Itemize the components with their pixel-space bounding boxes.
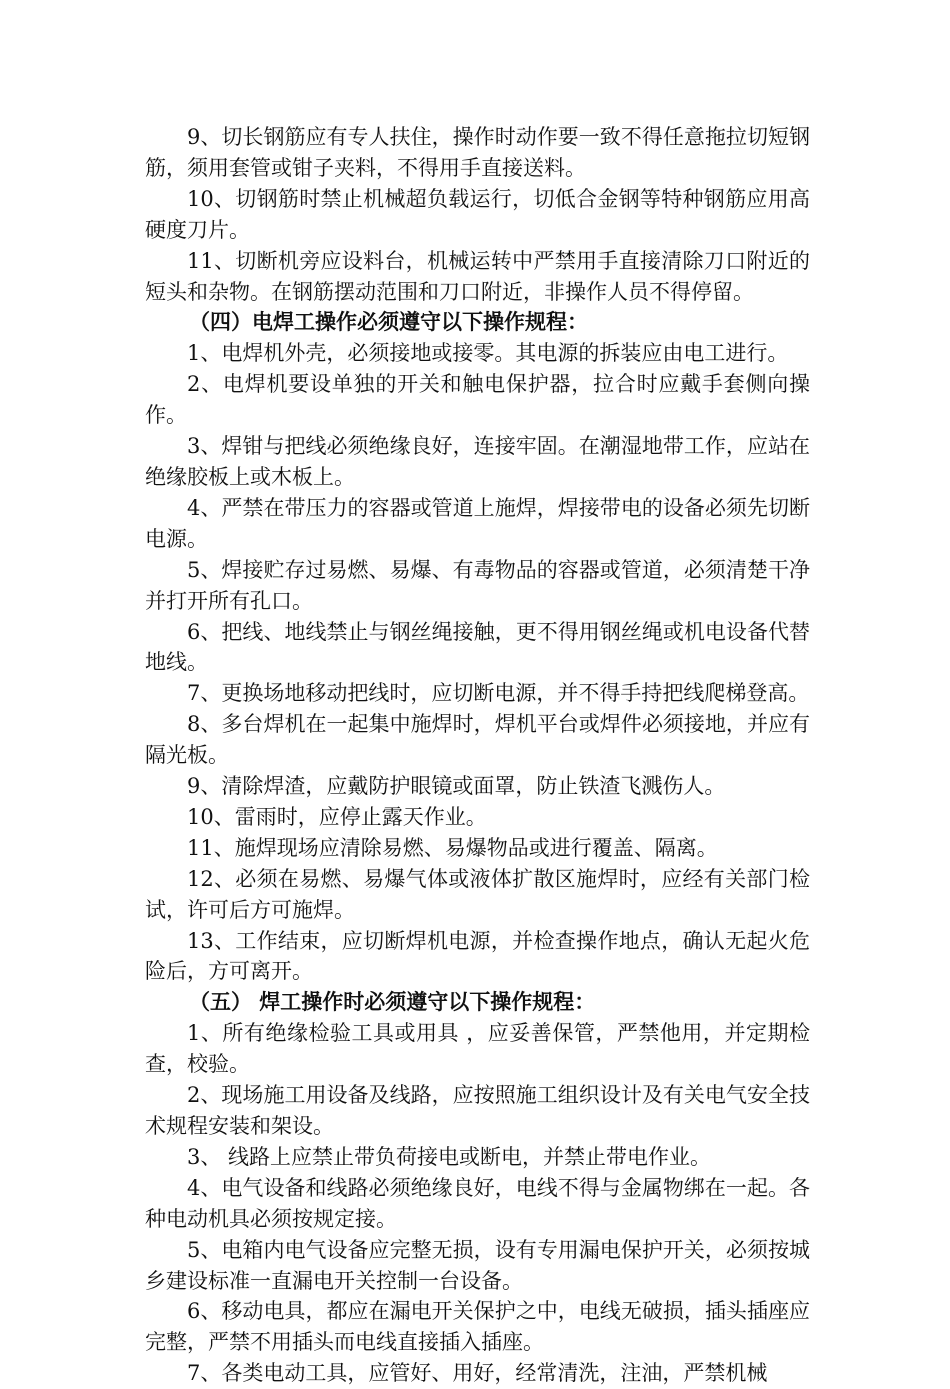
section-five-item-3: 3、 线路上应禁止带负荷接电或断电，并禁止带电作业。 (187, 1144, 712, 1169)
section-four-item-5: 5、焊接贮存过易燃、易爆、有毒物品的容器或管道，必须清楚干净并打开所有孔口。 (145, 557, 810, 613)
section-four-item-13: 13、工作结束，应切断焊机电源，并检查操作地点，确认无起火危险后，方可离开。 (145, 928, 810, 984)
section-five-item-7: 7、各类电动工具，应管好、用好，经常清洗，注油，严禁机械 (187, 1361, 768, 1386)
paragraph-top-10: 10、切钢筋时禁止机械超负载运行，切低合金钢等特种钢筋应用高硬度刀片。 (145, 186, 810, 242)
section-four-item-7: 7、更换场地移动把线时，应切断电源，并不得手持把线爬梯登高。 (187, 681, 810, 706)
section-four-item-2: 2、电焊机要设单独的开关和触电保护器，拉合时应戴手套侧向操作。 (145, 372, 810, 428)
section-five-item-5: 5、电箱内电气设备应完整无损，设有专用漏电保护开关，必须按城乡建设标准一直漏电开关控制一台设备。 (145, 1237, 810, 1293)
section-five-item-6: 6、移动电具，都应在漏电开关保护之中，电线无破损，插头插座应完整，严禁不用插头而电线直接插入插座。 (145, 1299, 810, 1355)
section-four-item-11: 11、施焊现场应清除易燃、易爆物品或进行覆盖、隔离。 (187, 835, 718, 860)
paragraph-top-11: 11、切断机旁应设料台，机械运转中严禁用手直接清除刀口附近的短头和杂物。在钢筋摆动范围和刀口附近，非操作人员不得停留。 (145, 248, 810, 304)
paragraph-top-9: 9、切长钢筋应有专人扶住，操作时动作要一致不得任意拖拉切短钢筋，须用套管或钳子夹料，不得用手直接送料。 (145, 125, 810, 180)
section-four-item-9: 9、清除焊渣，应戴防护眼镜或面罩，防止铁渣飞溅伤人。 (187, 774, 726, 799)
section-four-item-12: 12、必须在易燃、易爆气体或液体扩散区施焊时，应经有关部门检试，许可后方可施焊。 (145, 866, 810, 922)
section-four-item-8: 8、多台焊机在一起集中施焊时，焊机平台或焊件必须接地，并应有隔光板。 (145, 712, 810, 768)
section-four-item-4: 4、严禁在带压力的容器或管道上施焊，焊接带电的设备必须先切断电源。 (145, 495, 810, 551)
section-five-item-2: 2、现场施工用设备及线路，应按照施工组织设计及有关电气安全技术规程安装和架设。 (145, 1083, 810, 1138)
section-four-item-1: 1、电焊机外壳，必须接地或接零。其电源的拆装应由电工进行。 (187, 341, 789, 366)
section-four-item-10: 10、雷雨时，应停止露天作业。 (187, 804, 487, 829)
section-five-item-1: 1、所有绝缘检验工具或用具 ，应妥善保管，严禁他用，并定期检查，校验。 (145, 1021, 810, 1077)
section-five-item-4: 4、电气设备和线路必须绝缘良好，电线不得与金属物绑在一起。各种电动机具必须按规定接。 (145, 1175, 810, 1231)
section-four-item-6: 6、把线、地线禁止与钢丝绳接触，更不得用钢丝绳或机电设备代替地线。 (145, 619, 810, 675)
section-five-heading: （五） 焊工操作时必须遵守以下操作规程： (189, 989, 596, 1015)
document-body (145, 122, 810, 1389)
section-four-item-3: 3、焊钳与把线必须绝缘良好，连接牢固。在潮湿地带工作，应站在绝缘胶板上或木板上。 (145, 434, 810, 489)
section-four-heading: （四）电焊工操作必须遵守以下操作规程： (189, 309, 588, 335)
